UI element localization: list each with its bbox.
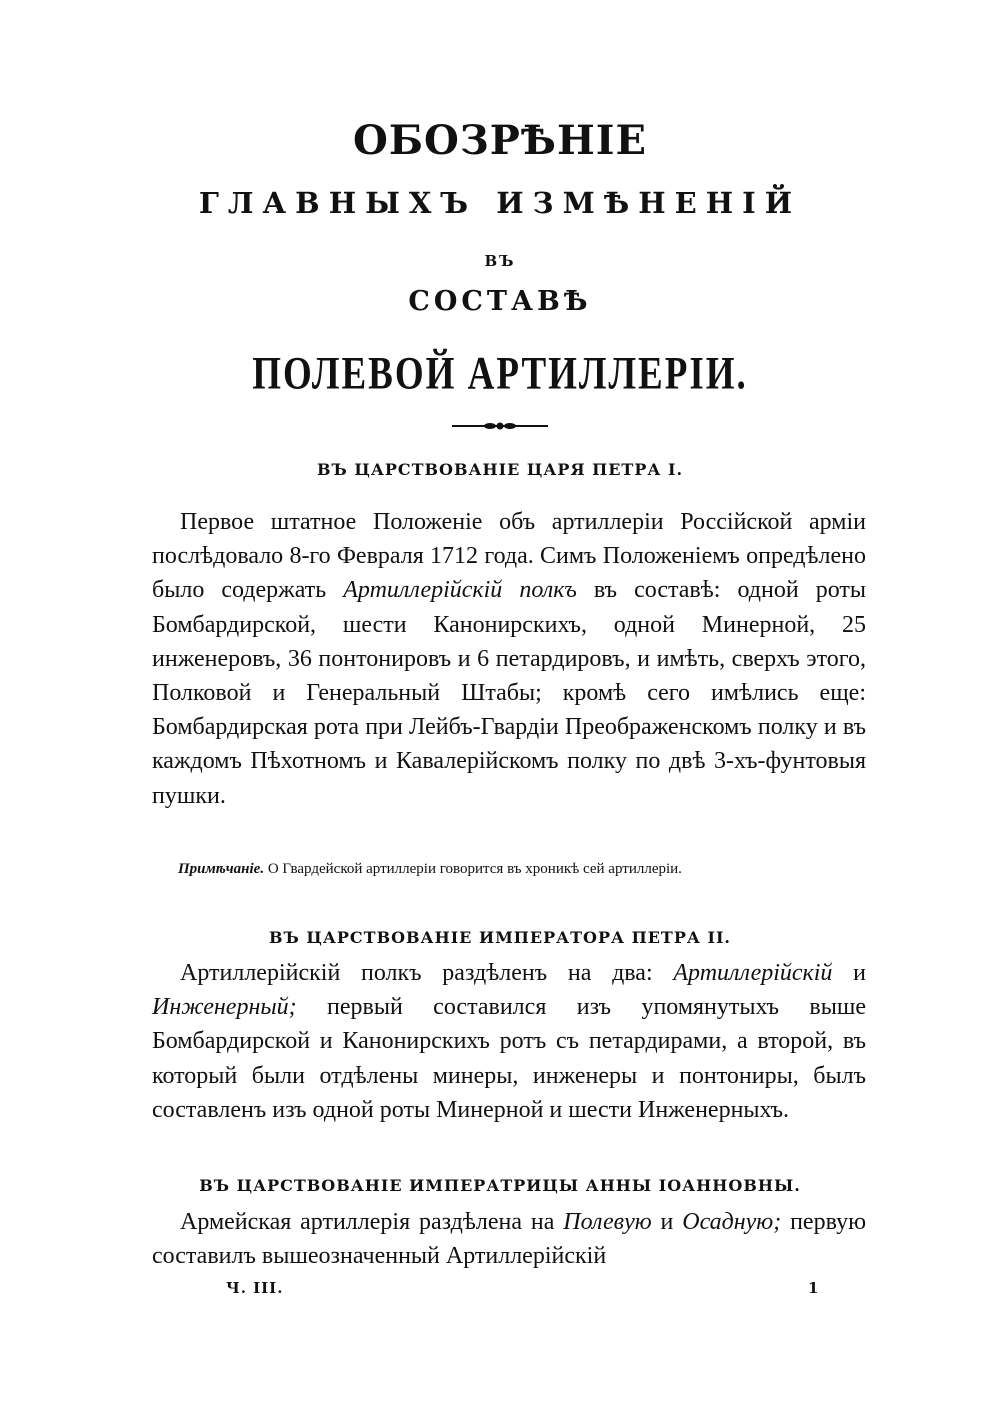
title-line-3: ВЪ [484, 252, 516, 270]
paragraph-peter-1: Первое штатное Положеніе объ артиллеріи Россійской арміи послѣдовало 8-го Февраля 1712 года. Симъ Положеніемъ опредѣлено было содержать Артиллерійскій полкъ въ составѣ: одной роты Бомбардирской, шести Канонирскихъ, одной Минерной, 25 инженеровъ, 36 понтонировъ и 6 петардировъ, и имѣть, сверхъ этого, Полковой и Генеральный Штабы; кромѣ сего имѣлись еще: Бомбардирская рота при Лейбъ-Гвардіи Преображенскомъ полку и въ каждомъ Пѣхотномъ и Кавалерійскомъ полку по двѣ 3-хъ-фунтовыя пушки. [152, 509, 867, 809]
title-line-4: СОСТАВѢ [408, 286, 592, 317]
signature-mark: Ч. III. [226, 1279, 284, 1297]
section-heading-peter-2: ВЪ ЦАРСТВОВАНІЕ ИМПЕРАТОРА ПЕТРА II. [269, 928, 731, 947]
page-number: 1 [808, 1279, 819, 1297]
paragraph-peter-2: Артиллерійскій полкъ раздѣленъ на два: Артиллерійскій и Инженерный; первый составился изъ упомянутыхъ выше Бомбардирской и Канонирскихъ ротъ съ петардирами, а второй, въ который были отдѣлены минеры, инженеры и понтониры, былъ составленъ изъ одной роты Минерной и шести Инженерныхъ. [152, 960, 867, 1123]
section-heading-anna-ioannovna: ВЪ ЦАРСТВОВАНІЕ ИМПЕРАТРИЦЫ АННЫ ІОАННОВНЫ. [199, 1176, 801, 1195]
footnote-guard-artillery: Примѣчаніе. О Гвардейской артиллеріи говорится въ хроникѣ сей артиллеріи. [178, 861, 682, 877]
section-heading-peter-1: ВЪ ЦАРСТВОВАНІЕ ЦАРЯ ПЕТРА I. [316, 460, 684, 479]
ornament-divider [450, 416, 550, 436]
title-line-2: ГЛАВНЫХЪ ИЗМѢНЕНІЙ [198, 186, 802, 220]
title-line-1: ОБОЗРѢНІЕ [353, 117, 647, 164]
note-label: Примѣчаніе. [178, 861, 265, 877]
paragraph-anna-ioannovna: Армейская артиллерія раздѣлена на Полевую и Осадную; первую составилъ вышеозначенный Артиллерійскій [152, 1209, 867, 1270]
title-line-5: ПОЛЕВОЙ АРТИЛЛЕРІИ. [252, 348, 748, 400]
emphasis-artillery-regiment: Артиллерійскій полкъ [343, 577, 577, 604]
